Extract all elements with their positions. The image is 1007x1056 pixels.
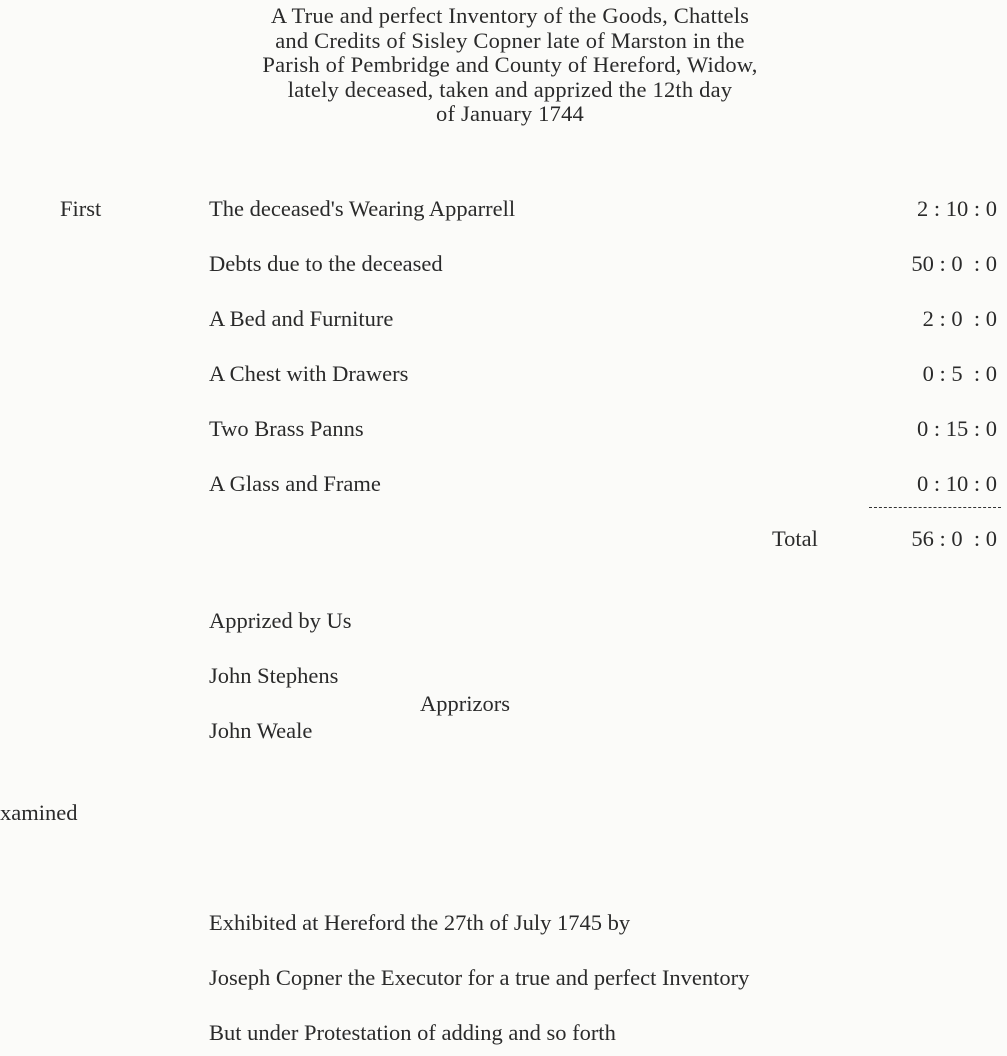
apprizor-name: John Stephens	[209, 663, 339, 688]
item-description: Debts due to the deceased	[209, 251, 443, 276]
apprizor-name: John Weale	[209, 718, 313, 743]
item-value: 2 : 10 : 0	[916, 196, 997, 221]
item-description: Two Brass Panns	[209, 416, 364, 441]
total-row	[0, 526, 1007, 556]
item-value: 0 : 15 : 0	[916, 416, 997, 441]
item-value: 0 : 5 : 0	[922, 361, 997, 386]
heading-line-2: and Credits of Sisley Copner late of Marston in the	[275, 27, 745, 53]
exhibit-line-3: But under Protestation of adding and so forth	[209, 1020, 616, 1045]
total-value: 56 : 0 : 0	[911, 526, 997, 551]
exhibit-line-2: Joseph Copner the Executor for a true and perfect Inventory	[209, 965, 750, 990]
apprizors-role: Apprizors	[420, 691, 510, 716]
inventory-item	[0, 361, 1007, 391]
apprized-intro: Apprized by Us	[209, 608, 352, 633]
inventory-item	[0, 416, 1007, 446]
heading-line-3: Parish of Pembridge and County of Hereford, Widow,	[262, 52, 758, 77]
inventory-item	[0, 306, 1007, 336]
heading-line-4: lately deceased, taken and apprized the 12th day	[287, 76, 733, 102]
item-value: 2 : 0 : 0	[922, 306, 997, 331]
inventory-item	[0, 251, 1007, 281]
inventory-item	[0, 196, 1007, 226]
item-description: A Glass and Frame	[209, 471, 381, 496]
examined-note: xamined	[0, 800, 78, 825]
item-value: 0 : 10 : 0	[916, 471, 997, 496]
total-divider	[869, 507, 1001, 508]
total-label: Total	[772, 526, 818, 551]
item-description: A Bed and Furniture	[209, 306, 394, 331]
document-heading	[160, 4, 860, 127]
item-prefix: First	[60, 196, 102, 221]
item-value: 50 : 0 : 0	[911, 251, 997, 276]
heading-line-1: A True and perfect Inventory of the Goods, Chattels	[270, 3, 750, 28]
heading-line-5: of January 1744	[436, 101, 584, 126]
item-description: A Chest with Drawers	[209, 361, 409, 386]
item-description: The deceased's Wearing Apparrell	[209, 196, 516, 221]
exhibit-line-1: Exhibited at Hereford the 27th of July 1745 by	[209, 910, 631, 935]
inventory-item	[0, 471, 1007, 501]
